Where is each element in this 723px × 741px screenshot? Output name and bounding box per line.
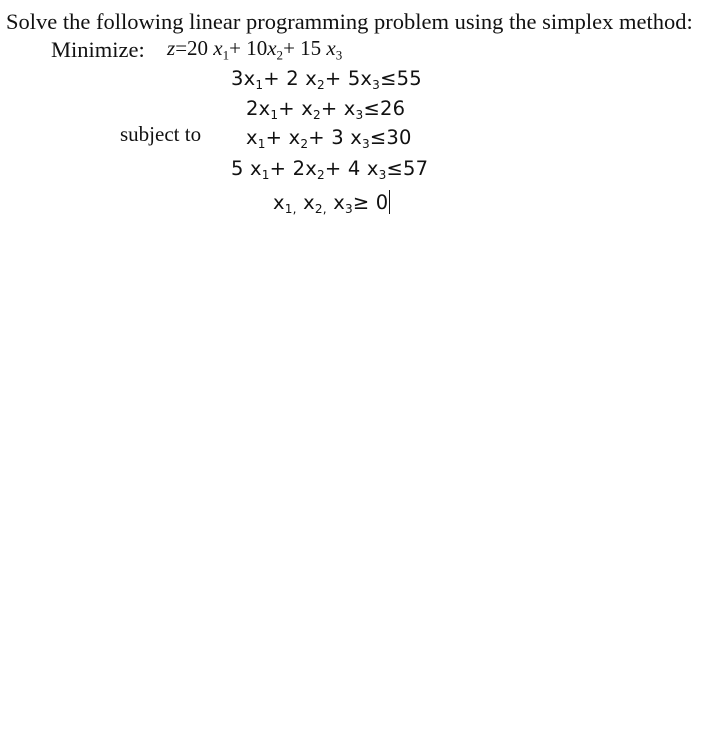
objective-variable: z (167, 36, 176, 60)
constraint-4: 5 $x_1+ 2x_2+ 4$ $x_3\le 57$ (231, 157, 429, 183)
constraint-1: $3x_1+ 2$ $x_2+ 5x_3\le 55$ (231, 67, 422, 93)
equals-sign: = (175, 36, 188, 60)
minimize-label: Minimize: (51, 37, 145, 62)
text-cursor (389, 190, 390, 214)
constraint-2: $2x_1+ x_2+ x_3\le 26$ (246, 97, 406, 123)
subject-to-label: subject to (120, 122, 202, 146)
nonnegativity-constraint[interactable]: $x_{1,}$ $x_{2,}$ $x_3\ge 0$ (273, 191, 389, 217)
problem-instruction: Solve the following linear programming problem using the simplex method: (6, 9, 693, 34)
constraint-3: $x_1+ x_2+ 3$ $x_3\le 30$ (246, 126, 412, 152)
objective-function: z=20 $x_1+ 10x_2+ 15$ $x_3$ (167, 36, 343, 63)
